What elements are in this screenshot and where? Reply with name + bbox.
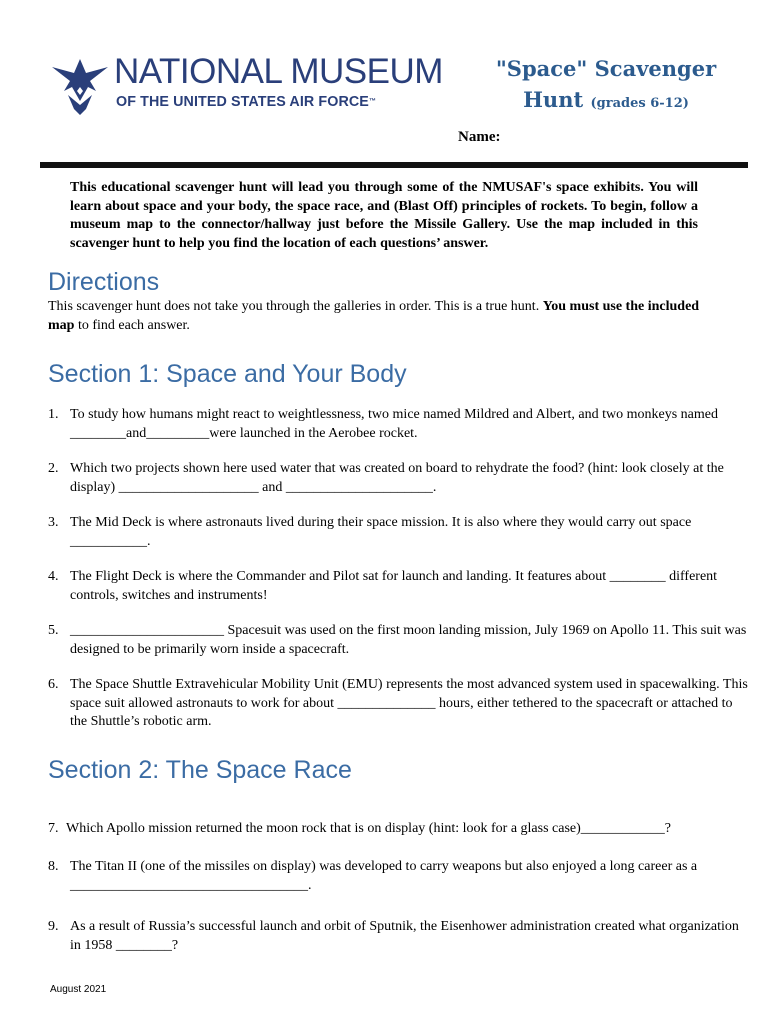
title-line1: "Space" Scavenger (495, 56, 717, 81)
header-divider (40, 162, 748, 168)
org-name-line1: NATIONAL MUSEUM (114, 52, 443, 91)
section2-heading: Section 2: The Space Race (48, 756, 352, 784)
name-label: Name: (458, 129, 501, 145)
section1-heading: Section 1: Space and Your Body (48, 360, 407, 388)
directions-heading: Directions (48, 268, 160, 296)
worksheet-title (482, 54, 730, 120)
grades-label: (grades 6-12) (590, 96, 689, 111)
directions-body: This scavenger hunt does not take you through the galleries in order. This is a true hunt. You must use the included map to find each answer. (48, 299, 700, 333)
org-name-line2: OF THE UNITED STATES AIR FORCE™ (116, 94, 377, 110)
footer-date: August 2021 (50, 984, 107, 995)
title-line2: Hunt (grades 6-12) (523, 87, 689, 112)
museum-logo (52, 52, 452, 122)
usaf-wings-emblem-icon (52, 57, 108, 117)
intro-paragraph: This educational scavenger hunt will lead you through some of the NMUSAF's space exhibits. You will learn about space and your body, the space race, and (Blast Off) principles of rockets. To begin, follow a museum map to the connector/hallway just before the Missile Gallery. Use the map included in this scavenger hunt to help you find the location of each questions’ answer. (70, 180, 698, 251)
